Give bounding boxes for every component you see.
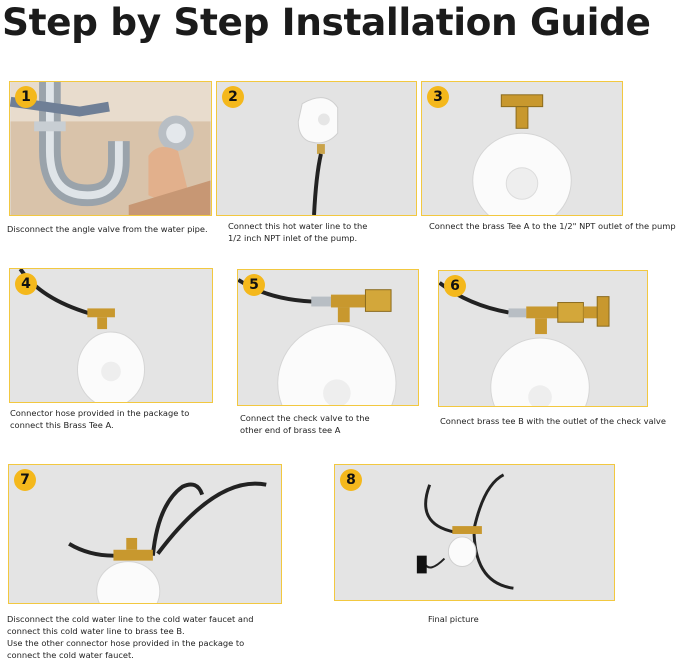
step-4-photo (9, 268, 213, 403)
step-5-photo (237, 269, 419, 406)
step-2-badge: 2 (222, 86, 244, 108)
check-valve-illustration (238, 270, 418, 405)
step-2-photo (216, 81, 417, 216)
step-1-badge: 1 (15, 86, 37, 108)
step-5-badge: 5 (243, 274, 265, 296)
step-2-caption: Connect this hot water line to the 1/2 inch NPT inlet of the pump. (228, 221, 368, 243)
step-8-badge: 8 (340, 469, 362, 491)
pump-inlet-illustration (217, 82, 416, 215)
step-4-badge: 4 (15, 273, 37, 295)
step-8-photo (334, 464, 615, 601)
sink-pipe-illustration (10, 82, 211, 215)
step-7-photo (8, 464, 282, 604)
step-5-caption: Connect the check valve to the other end of brass tee A (240, 413, 370, 435)
step-6-badge: 6 (444, 275, 466, 297)
step-3-photo (421, 81, 623, 216)
step-7-badge: 7 (14, 469, 36, 491)
step-4-caption: Connector hose provided in the package to connect this Brass Tee A. (10, 408, 190, 430)
final-assembly-illustration (335, 465, 614, 600)
step-6-caption: Connect brass tee B with the outlet of the check valve (440, 416, 666, 426)
step-3-badge: 3 (427, 86, 449, 108)
step-7-caption: Disconnect the cold water line to the cold water faucet and connect this cold water line to brass tee B. Use the other connector hose provided in the package to connect the cold water faucet. (7, 614, 254, 660)
brass-tee-b-illustration (439, 271, 647, 406)
cold-water-line-illustration (9, 465, 281, 603)
page-title: Step by Step Installation Guide (2, 0, 651, 44)
brass-tee-a-illustration (422, 82, 622, 215)
step-1-caption: Disconnect the angle valve from the water pipe. (7, 224, 208, 234)
step-3-caption: Connect the brass Tee A to the 1/2" NPT outlet of the pump (429, 221, 676, 231)
step-8-caption: Final picture (428, 614, 479, 624)
connector-hose-illustration (10, 269, 212, 402)
step-6-photo (438, 270, 648, 407)
step-1-photo (9, 81, 212, 216)
